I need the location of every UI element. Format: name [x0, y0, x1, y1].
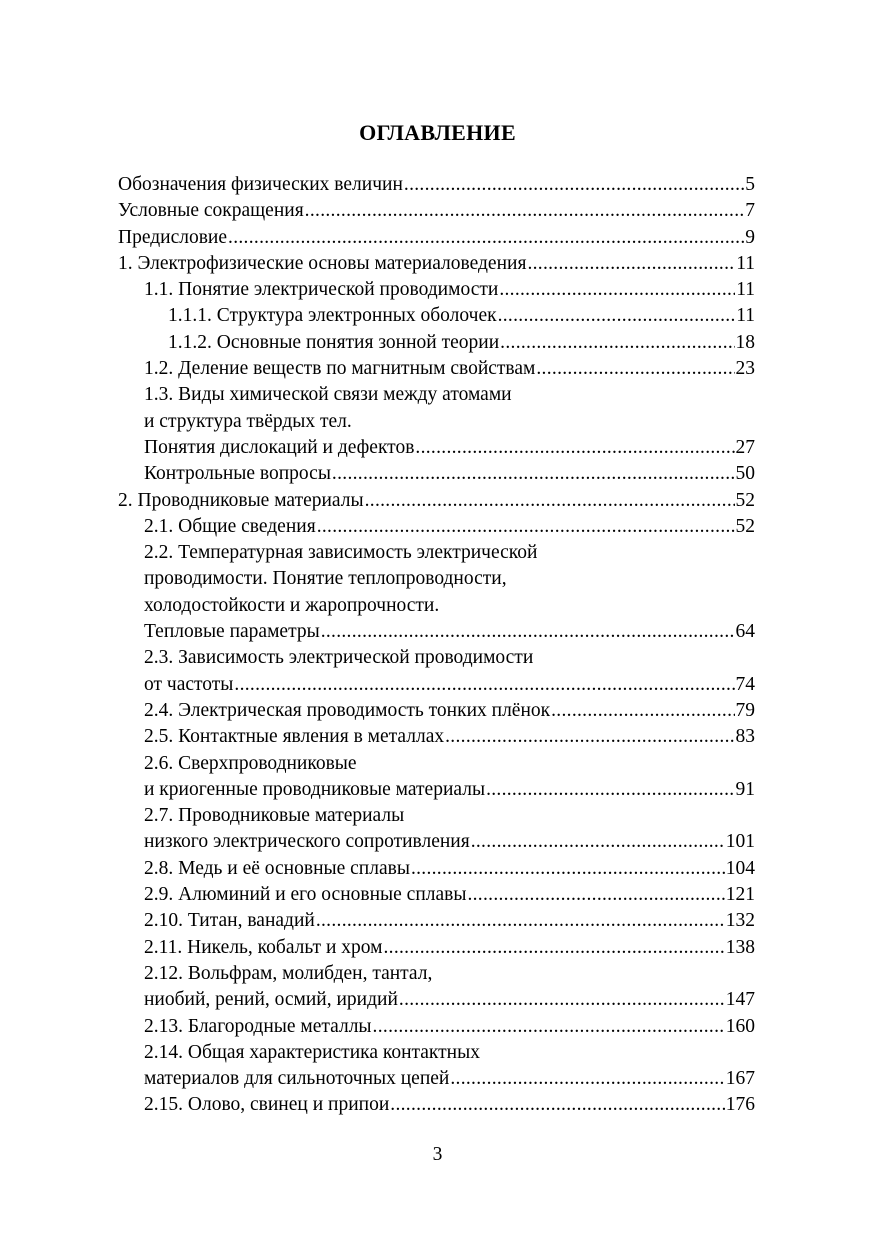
toc-page-number: 176 — [725, 1094, 755, 1116]
toc-entry-text: 2.5. Контактные явления в металлах — [144, 726, 445, 748]
dot-leader — [305, 198, 745, 224]
toc-page-number: 79 — [735, 699, 755, 721]
toc-line — [118, 540, 755, 566]
dot-leader — [500, 330, 734, 356]
toc-page-number: 138 — [725, 936, 755, 958]
toc-line — [118, 908, 755, 934]
toc-entry-text: 2.7. Проводниковые материалы — [144, 805, 405, 827]
dot-leader — [415, 435, 734, 461]
dot-leader — [551, 698, 734, 724]
toc-entry-text: 1.1. Понятие электрической проводимости — [144, 279, 499, 301]
toc-line — [118, 225, 755, 251]
toc-page-number: 11 — [736, 305, 755, 327]
dot-leader — [332, 461, 735, 487]
dot-leader — [404, 172, 744, 198]
dot-leader — [317, 514, 735, 540]
toc-entry-text: 1.1.2. Основные понятия зонной теории — [168, 331, 500, 353]
dot-leader — [399, 987, 725, 1013]
toc-entry-text: 2.11. Никель, кобальт и хром — [144, 936, 383, 958]
toc-line — [118, 882, 755, 908]
toc-line — [118, 461, 755, 487]
toc-page-number: 132 — [725, 910, 755, 932]
dot-leader — [486, 777, 734, 803]
toc-page-number: 27 — [735, 436, 755, 458]
toc-line — [118, 1066, 755, 1092]
toc-page-number: 52 — [735, 515, 755, 537]
toc-entry-text: 2.4. Электрическая проводимость тонких плёнок — [144, 699, 551, 721]
toc-entry-text: и структура твёрдых тел. — [144, 410, 352, 432]
dot-leader — [234, 672, 734, 698]
toc-entry-text: 2.1. Общие сведения — [144, 515, 316, 537]
dot-leader — [499, 277, 735, 303]
table-of-contents — [118, 172, 755, 1119]
dot-leader — [228, 225, 744, 251]
toc-page-number: 50 — [735, 463, 755, 485]
toc-entry-text: 2. Проводниковые материалы — [118, 489, 364, 511]
dot-leader — [450, 1066, 724, 1092]
toc-entry-text: 1. Электрофизические основы материаловедения — [118, 252, 527, 274]
toc-page-number: 7 — [745, 200, 755, 222]
toc-line — [118, 382, 755, 408]
toc-line — [118, 1014, 755, 1040]
toc-line — [118, 935, 755, 961]
toc-entry-text: ниобий, рений, осмий, иридий — [144, 989, 398, 1011]
toc-entry-text: 2.12. Вольфрам, молибден, тантал, — [144, 962, 433, 984]
toc-line — [118, 514, 755, 540]
toc-line — [118, 724, 755, 750]
toc-line — [118, 330, 755, 356]
page-number: 3 — [432, 1144, 443, 1165]
toc-page-number: 52 — [735, 489, 755, 511]
toc-page-number: 5 — [745, 174, 755, 195]
toc-line — [118, 172, 755, 198]
dot-leader — [471, 829, 725, 855]
dot-leader — [445, 724, 734, 750]
toc-page-number: 121 — [725, 884, 755, 906]
dot-leader — [498, 303, 736, 329]
toc-entry-text: 2.14. Общая характеристика контактных — [144, 1041, 480, 1063]
dot-leader — [527, 251, 735, 277]
toc-entry-text: Понятия дислокаций и дефектов — [144, 436, 415, 458]
toc-line — [118, 856, 755, 882]
toc-page-number: 11 — [736, 252, 755, 274]
toc-entry-text: от частоты — [144, 673, 234, 695]
dot-leader — [411, 856, 725, 882]
toc-entry-text: низкого электрического сопротивления — [144, 831, 470, 853]
toc-line — [118, 435, 755, 461]
toc-entry-text: Контрольные вопросы — [144, 463, 331, 485]
toc-line — [118, 277, 755, 303]
toc-line — [118, 619, 755, 645]
toc-entry-text: 2.2. Температурная зависимость электрической — [144, 542, 538, 564]
toc-page-number: 18 — [735, 331, 755, 353]
toc-entry-text: Обозначения физических величин — [118, 174, 403, 195]
toc-line — [118, 777, 755, 803]
toc-line — [118, 698, 755, 724]
toc-page-number: 83 — [735, 726, 755, 748]
dot-leader — [390, 1092, 724, 1118]
toc-line — [118, 803, 755, 829]
toc-line — [118, 751, 755, 777]
page-title: ОГЛАВЛЕНИЕ — [359, 120, 516, 145]
dot-leader — [373, 1014, 725, 1040]
toc-entry-text: материалов для сильноточных цепей — [144, 1068, 450, 1090]
toc-page-number: 160 — [725, 1015, 755, 1037]
toc-line — [118, 251, 755, 277]
toc-entry-text: 2.6. Сверхпроводниковые — [144, 752, 357, 774]
toc-page-number: 64 — [735, 621, 755, 643]
toc-page-number: 101 — [725, 831, 755, 853]
toc-page-number: 9 — [745, 226, 755, 248]
toc-line — [118, 987, 755, 1013]
dot-leader — [321, 619, 735, 645]
toc-entry-text: 2.3. Зависимость электрической проводимости — [144, 647, 534, 669]
toc-line — [118, 409, 755, 435]
dot-leader — [536, 356, 734, 382]
dot-leader — [365, 488, 735, 514]
dot-leader — [316, 908, 725, 934]
toc-page-number: 104 — [725, 857, 755, 879]
toc-line — [118, 1092, 755, 1118]
toc-line — [118, 961, 755, 987]
toc-entry-text: Предисловие — [118, 226, 228, 248]
toc-page-number: 11 — [736, 279, 755, 301]
toc-entry-text: 2.10. Титан, ванадий — [144, 910, 315, 932]
dot-leader — [467, 882, 724, 908]
dot-leader — [383, 935, 724, 961]
toc-line — [118, 645, 755, 671]
toc-page-number: 23 — [735, 358, 755, 380]
toc-entry-text: Условные сокращения — [118, 200, 304, 222]
toc-page-number: 147 — [725, 989, 755, 1011]
toc-line — [118, 672, 755, 698]
toc-entry-text: 2.8. Медь и её основные сплавы — [144, 857, 410, 879]
toc-entry-text: 1.2. Деление веществ по магнитным свойствам — [144, 358, 536, 380]
toc-entry-text: 2.13. Благородные металлы — [144, 1015, 372, 1037]
toc-entry-text: холодостойкости и жаропрочности. — [144, 594, 440, 616]
toc-page-number: 74 — [735, 673, 755, 695]
toc-entry-text: 2.15. Олово, свинец и припои — [144, 1094, 390, 1116]
toc-entry-text: 1.1.1. Структура электронных оболочек — [168, 305, 497, 327]
toc-page-number: 167 — [725, 1068, 755, 1090]
toc-line — [118, 1040, 755, 1066]
toc-line — [118, 198, 755, 224]
toc-line — [118, 303, 755, 329]
toc-line — [118, 356, 755, 382]
toc-line — [118, 829, 755, 855]
toc-entry-text: Тепловые параметры — [144, 621, 320, 643]
toc-entry-text: 2.9. Алюминий и его основные сплавы — [144, 884, 467, 906]
toc-entry-text: и криогенные проводниковые материалы — [144, 778, 486, 800]
toc-page-number: 91 — [735, 778, 755, 800]
toc-line — [118, 593, 755, 619]
toc-entry-text: проводимости. Понятие теплопроводности, — [144, 568, 507, 590]
toc-line — [118, 488, 755, 514]
toc-entry-text: 1.3. Виды химической связи между атомами — [144, 384, 512, 406]
toc-line — [118, 566, 755, 592]
